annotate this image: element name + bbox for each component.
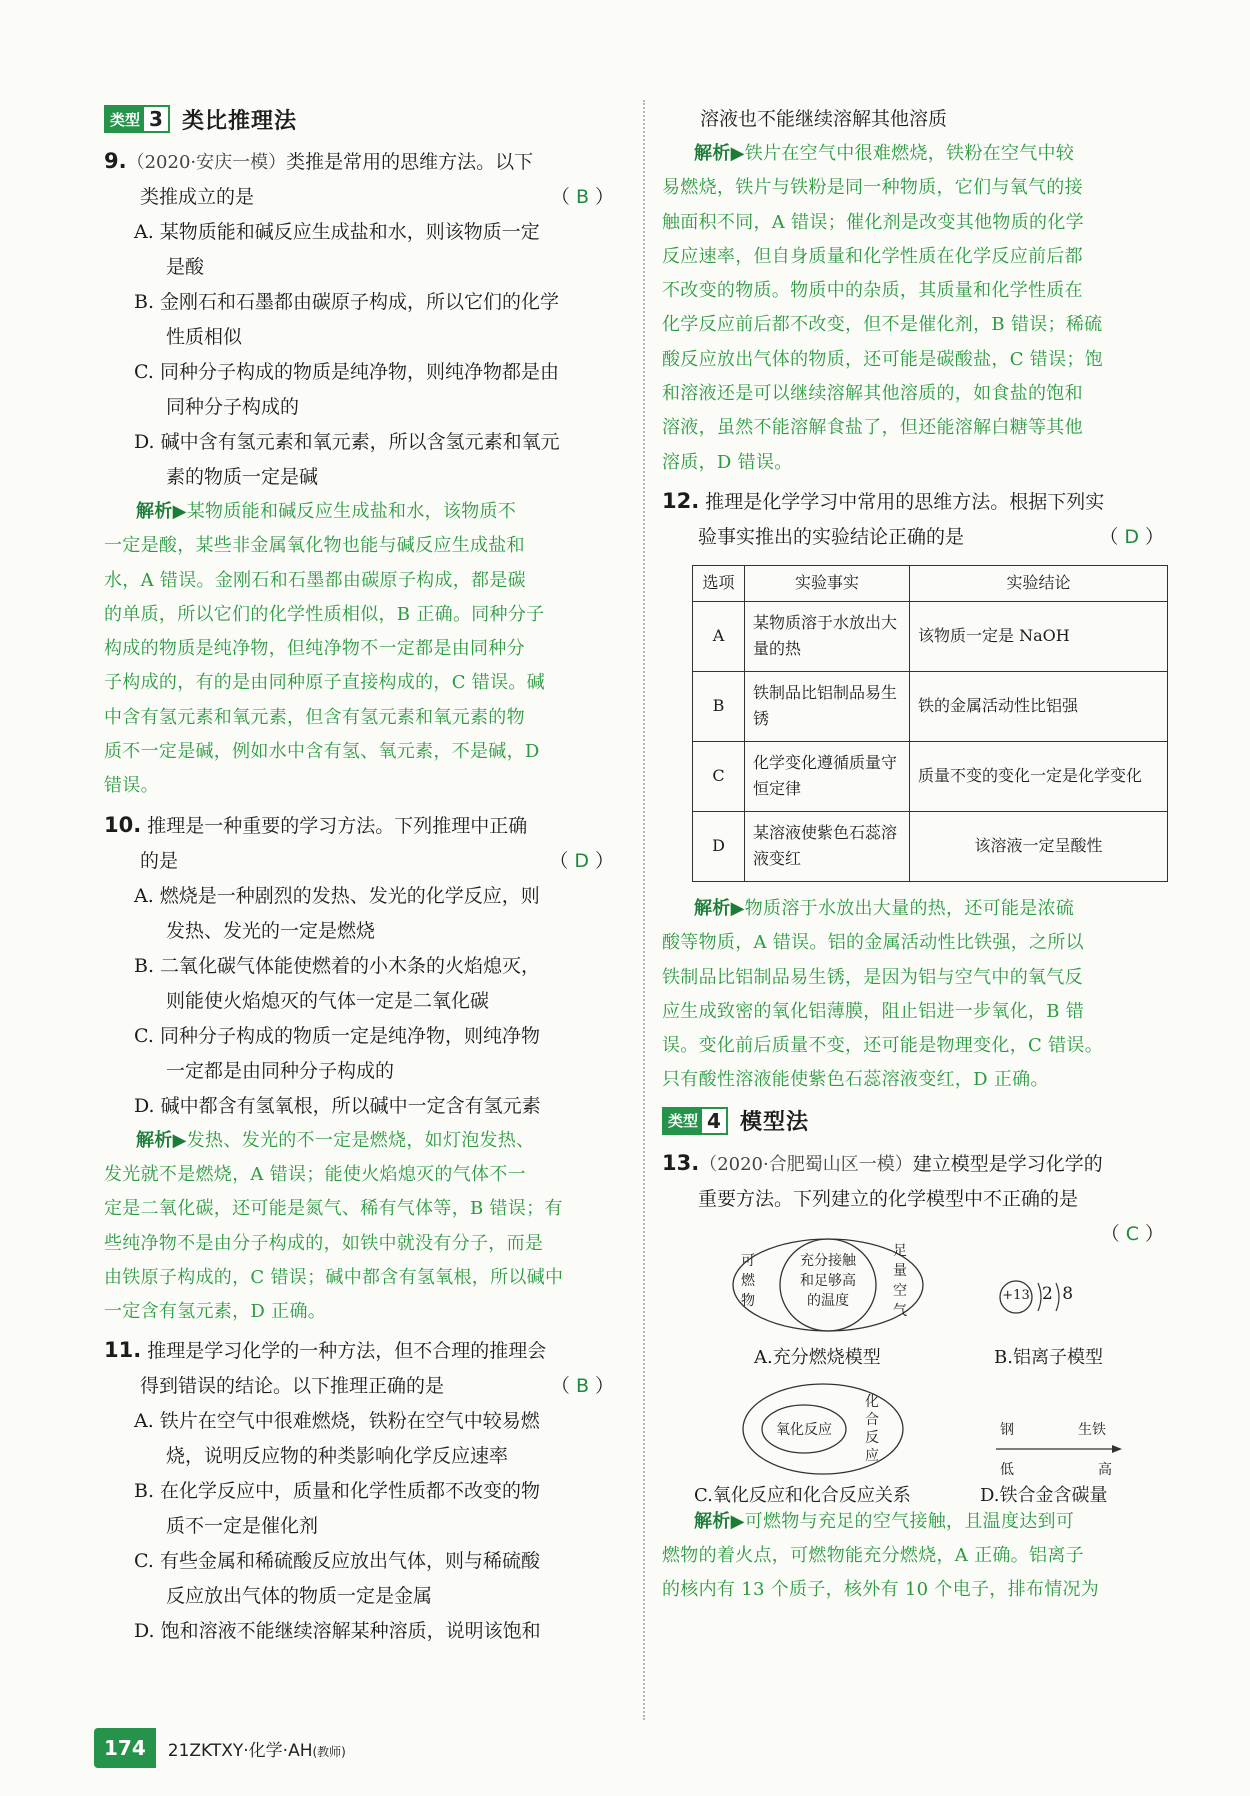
model-c-caption: C.氧化反应和化合反应关系	[694, 1484, 911, 1506]
model-a-center-label: 充分接触 和足够高 的温度	[800, 1252, 856, 1309]
section-4-header	[662, 1102, 1174, 1140]
option-c: C. 同种分子构成的物质是纯净物，则纯净物都是由	[134, 361, 559, 383]
option-b: B. 金刚石和石墨都由碳原子构成，所以它们的化学	[134, 291, 560, 313]
model-figures	[662, 1231, 1174, 1506]
model-d-bottom-left: 低	[1000, 1461, 1014, 1478]
table-header: 选项	[693, 565, 745, 601]
option-b: B. 在化学反应中，质量和化学性质都不改变的物	[134, 1480, 541, 1503]
page-footer	[94, 1728, 346, 1768]
option-b: B. 二氧化碳气体能使燃着的小木条的火焰熄灭，	[134, 954, 541, 977]
right-column	[662, 100, 1174, 1608]
option-a: A. 燃烧是一种剧烈的发热、发光的化学反应，则	[134, 884, 540, 907]
model-c-outer-label: 化 合 反 应	[865, 1393, 879, 1464]
model-c-inner-label: 氧化反应	[776, 1421, 832, 1438]
table-row: D 某溶液使紫色石蕊溶液变红 该溶液一定呈酸性	[693, 811, 1168, 881]
table-header: 实验结论	[910, 565, 1168, 601]
option-d-continued: 溶液也不能继续溶解其他溶质	[700, 108, 948, 130]
option-c: C. 有些金属和稀硫酸反应放出气体，则与稀硫酸	[134, 1550, 540, 1573]
left-column	[104, 100, 624, 1649]
answer-bracket: （ B ）	[550, 1375, 614, 1398]
option-a: A. 铁片在空气中很难燃烧，铁粉在空气中较易燃	[134, 1410, 540, 1433]
section-3-header	[104, 100, 624, 138]
table-row: A 某物质溶于水放出大量的热 该物质一定是 NaOH	[693, 601, 1168, 671]
section-title: 类比推理法	[181, 108, 297, 134]
option-c: C. 同种分子构成的物质一定是纯净物，则纯净物	[134, 1024, 540, 1047]
option-d: D. 碱中都含有氢氧根，所以碱中一定含有氢元素	[134, 1094, 541, 1117]
explanation: 解析▶某物质能和碱反应生成盐和水，该物质不 一定是酸，某些非金属氧化物也能与碱反应生成盐和 水，A 错误。金刚石和石墨都由碳原子构成，都是碳 的单质，所以它们的化学性质相似，B 正确。同种分子 构成的物质是纯净物，但纯净物不一定都是由同种分 子构成的，有的是由同种原子直接构成的，C 错误。碱 中含有氢元素和氧元素，但含有氢元素和氧元素的物 质不一定是碱，例如水中含有氢、氧元素，不是碱，D 错误。	[104, 501, 545, 797]
explanation: 解析▶发热、发光的不一定是燃烧，如灯泡发热、 发光就不是燃烧，A 错误；能使火焰熄灭的气体不一 定是二氧化碳，还可能是氮气、稀有气体等，B 错误；有 些纯净物不是由分子构成的，如铁中就没有分子，而是 由铁原子构成的，C 错误；碱中都含有氢氧根，所以碱中 一定含有氢元素，D 正确。	[104, 1129, 564, 1323]
question-12: 12. 推理是化学学习中常用的思维方法。根据下列实 验事实推出的实验结论正确的是 （ D ） 选项 实验事实 实验结论 A 某物质溶于水放出大量的热 该物质一定是 NaOH B 铁制品比铝制品易生锈 铁的金属活动性比铝强 C 化学变化遵循质量守恒定律 质量不变的变化一定是化学变化 D 某溶液使紫色石蕊溶液变红 该溶液一定呈酸性 解析▶物质溶于水放出大量的热，还可能是浓硫 酸等物质，A 错误。铝的金属活动性比铁强，之所以 铁制品比铝制品易生锈，是因为铝与空气中的氧气反 应生成致密的氧化铝薄膜，阻止铝进一步氧化，B 错 误。变化前后质量不变，还可能是物理变化，C 错误。 只有酸性溶液能使紫色石蕊溶液变红，D 正确。	[662, 484, 1174, 1098]
answer-bracket: （ D ）	[549, 849, 614, 872]
model-b-caption: B.铝离子模型	[994, 1346, 1103, 1368]
section-tag: 类型 4	[662, 1107, 728, 1135]
model-a-right-label: 足 量 空 气	[893, 1242, 907, 1319]
explanation: 解析▶铁片在空气中很难燃烧，铁粉在空气中较 易燃烧，铁片与铁粉是同一种物质，它们与氧气的接 触面积不同，A 错误；催化剂是改变其他物质的化学 反应速率，但自身质量和化学性质在化学反应前后都 不改变的物质。物质中的杂质，其质量和化学性质在 化学反应前后都不改变，但不是催化剂，B 错误；稀硫 酸反应放出气体的物质，还可能是碳酸盐，C 错误；饱 和溶液还是可以继续溶解其他溶质的，如食盐的饱和 溶液，虽然不能溶解食盐了，但还能溶解白糖等其他 溶质，D 错误。	[662, 143, 1103, 473]
question-11: 11. 推理是学习化学的一种方法，但不合理的推理会 得到错误的结论。以下推理正确的是 （ B ） A. 铁片在空气中很难燃烧，铁粉在空气中较易燃 烧，说明反应物的种类影响化学反应速率 B. 在化学反应中，质量和化学性质都不改变的物 质不一定是催化剂 C. 有些金属和稀硫酸反应放出气体，则与稀硫酸 反应放出气体的物质一定是金属 D. 饱和溶液不能继续溶解某种溶质，说明该饱和	[104, 1333, 624, 1649]
table-row: B 铁制品比铝制品易生锈 铁的金属活动性比铝强	[693, 671, 1168, 741]
model-d-top-right: 生铁	[1078, 1421, 1106, 1438]
carbon-scale-arrow	[994, 1443, 1124, 1455]
experiment-table	[692, 565, 1168, 882]
question-9: 9.（2020·安庆一模）类推是常用的思维方法。以下 类推成立的是 （ B ） A. 某物质能和碱反应生成盐和水，则该物质一定 是酸 B. 金刚石和石墨都由碳原子构成，所以它们的化学 性质相似 C. 同种分子构成的物质是纯净物，则纯净物都是由 同种分子构成的 D. 碱中含有氢元素和氧元素，所以含氢元素和氧元 素的物质一定是碱 解析▶某物质能和碱反应生成盐和水，该物质不 一定是酸，某些非金属氧化物也能与碱反应生成盐和 水，A 错误。金刚石和石墨都由碳原子构成，都是碳 的单质，所以它们的化学性质相似，B 正确。同种分子 构成的物质是纯净物，但纯净物不一定都是由同种分 子构成的，有的是由同种原子直接构成的，C 错误。碱 中含有氢元素和氧元素，但含有氢元素和氧元素的物 质不一定是碱，例如水中含有氢、氧元素，不是碱，D 错误。	[104, 144, 624, 804]
question-13: 13.（2020·合肥蜀山区一模）建立模型是学习化学的 重要方法。下列建立的化学模型中不正确的是 （ C ） 可 燃 物 充分接触 和足够高 的温度 足 量 空 气 A.充分燃烧模型 +13 2 8 B.铝离子模型 氧化反应 化 合 反 应 C.氧化反应和化合反应关系 钢 生铁 低 高 D.铁合金含碳量 解析▶可燃物与充足的空气接触，且温度达到可 燃物的着火点，可燃物能充分燃烧，A 正确。铝离子 的核内有 13 个质子，核外有 10 个电子，排布情况为	[662, 1146, 1174, 1608]
table-header: 实验事实	[745, 565, 910, 601]
option-d: D. 饱和溶液不能继续溶解某种溶质，说明该饱和	[134, 1620, 541, 1643]
model-a-left-label: 可 燃 物	[741, 1252, 755, 1309]
question-10: 10. 推理是一种重要的学习方法。下列推理中正确 的是 （ D ） A. 燃烧是一种剧烈的发热、发光的化学反应，则 发热、发光的一定是燃烧 B. 二氧化碳气体能使燃着的小木条的火焰熄灭， 则能使火焰熄灭的气体一定是二氧化碳 C. 同种分子构成的物质一定是纯净物，则纯净物 一定都是由同种分子构成的 D. 碱中都含有氢氧根，所以碱中一定含有氢元素 解析▶发热、发光的不一定是燃烧，如灯泡发热、 发光就不是燃烧，A 错误；能使火焰熄灭的气体不一 定是二氧化碳，还可能是氮气、稀有气体等，B 错误；有 些纯净物不是由分子构成的，如铁中就没有分子，而是 由铁原子构成的，C 错误；碱中都含有氢氧根，所以碱中 一定含有氢元素，D 正确。	[104, 808, 624, 1330]
book-code: 21ZKTXY·化学·AH(教师)	[167, 1740, 346, 1761]
answer-bracket: （ D ）	[1099, 525, 1164, 548]
answer-bracket: （ C ）	[1100, 1222, 1164, 1245]
section-tag: 类型 3	[104, 105, 170, 133]
model-d-bottom-right: 高	[1098, 1461, 1112, 1478]
explanation: 解析▶可燃物与充足的空气接触，且温度达到可 燃物的着火点，可燃物能充分燃烧，A 正确。铝离子 的核内有 13 个质子，核外有 10 个电子，排布情况为	[662, 1510, 1100, 1601]
electron-shells: 2 8	[1042, 1283, 1076, 1304]
page-number: 174	[94, 1728, 156, 1768]
explanation: 解析▶物质溶于水放出大量的热，还可能是浓硫 酸等物质，A 错误。铝的金属活动性比铁强，之所以 铁制品比铝制品易生锈，是因为铝与空气中的氧气反 应生成致密的氧化铝薄膜，阻止铝进一步氧化，B 错 误。变化前后质量不变，还可能是物理变化，C 错误。 只有酸性溶液能使紫色石蕊溶液变红，D 正确。	[662, 897, 1103, 1091]
model-d-caption: D.铁合金含碳量	[980, 1484, 1108, 1506]
answer-bracket: （ B ）	[550, 186, 614, 208]
option-d: D. 碱中含有氢元素和氧元素，所以含氢元素和氧元	[134, 431, 560, 453]
nucleus-charge: +13	[1002, 1287, 1030, 1303]
section-title: 模型法	[739, 1110, 809, 1136]
option-a: A. 某物质能和碱反应生成盐和水，则该物质一定	[134, 221, 540, 243]
model-d-top-left: 钢	[1000, 1421, 1014, 1438]
table-row: C 化学变化遵循质量守恒定律 质量不变的变化一定是化学变化	[693, 741, 1168, 811]
column-divider	[643, 100, 645, 1720]
model-a-caption: A.充分燃烧模型	[754, 1346, 881, 1368]
